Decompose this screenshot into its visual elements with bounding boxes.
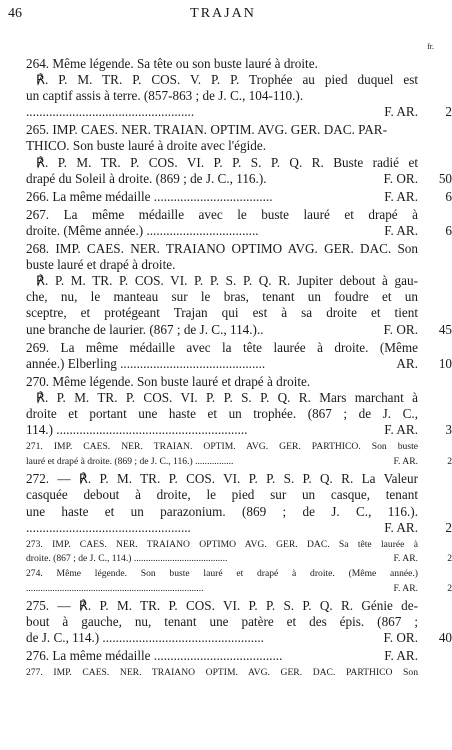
price-value: 2 [445,519,452,535]
rarity-metal-mark: F. AR. [390,455,418,470]
entry-line [26,648,418,664]
entry-text: 265. IMP. CAES. NER. TRAIAN. OPTIM. AVG. GER. DAC. PAR- [26,122,387,138]
entry-text: .................................................. [26,519,191,535]
running-title: TRAJAN [190,6,256,21]
price-value: 45 [438,321,452,337]
entry-line [26,390,418,406]
rarity-metal-mark: F. AR. [381,189,418,205]
rarity-metal-mark: F. AR. [381,520,418,536]
entry-text: 266. La même médaille .................................... [26,188,273,204]
entry-line [26,241,418,257]
entry-line [26,630,452,646]
entry-text: ℟. P. M. TR. P. COS. V. P. P. Trophée au pied duquel est [36,72,418,88]
entry-text: 270. Même légende. Son buste lauré et drapé à droite. [26,373,311,389]
price-value: 2 [447,582,452,594]
entry-line [26,355,452,372]
entry-text: ℟. P. M. TR. P. COS. VI. P. P. S. P. Q. R. Mars marchant à [36,389,418,405]
entry-text: droite. (Même année.) .................................. [26,222,259,238]
entry-text: casquée debout à droite, le pied sur un casque, tenant [26,487,418,503]
rarity-metal-mark: F. OR. [381,171,419,187]
entry-line [26,289,418,305]
price-value: 2 [447,455,452,467]
entry-line [26,138,418,154]
entry-line [26,88,418,104]
entry-line [26,666,418,681]
entry-text: une haste et un parazonium. (869 ; de J. C., 116.). [26,503,418,519]
entry-line [26,321,452,338]
entry-line [26,207,418,223]
entry-text: buste lauré et drapé à droite. [26,257,176,273]
entry-text: .......................................................................... [26,582,204,594]
entry-text: 277. IMP. CAES. NER. TRAIANO OPTIM. AVG. GER. DAC. PARTHICO Son [26,667,418,679]
entry-text: 267. La même médaille avec le buste lauré et drapé à [26,206,418,222]
entry-text: bout à gauche, nu, tenant une patère et des épis. (867 ; [26,614,418,630]
entry-line [26,614,418,630]
entry-text: droite et portant une haste et un trophée. (867 ; de J. C., [26,405,418,421]
entry-text: che, nu, le manteau sur le bras, tenant un foudre et un [26,289,418,305]
catalogue-entries [26,56,452,681]
entry-line [26,257,418,273]
entry-text: 275. — ℟. P. M. TR. P. COS. VI. P. P. S. P. Q. R. Génie de- [26,598,418,614]
entry-line [26,487,418,503]
entry-line [26,582,452,597]
entry-text: 114.) .......................................................... [26,422,248,438]
entry-text: ................................................... [26,104,195,120]
entry-text: 268. IMP. CAES. NER. TRAIANO OPTIMO AVG. GER. DAC. Son [26,241,418,257]
entry-line [26,552,452,567]
entry-text: sceptre, et protégeant Trajan qui est à sa droite et tient [26,305,418,321]
entry-line [26,519,452,536]
entry-line [26,273,418,289]
price-value: 2 [445,104,452,120]
rarity-metal-mark: F. AR. [390,552,418,567]
rarity-metal-mark: F. OR. [381,630,419,646]
entry-text: un captif assis à terre. (857-863 ; de J. C., 104-110.). [26,88,304,104]
rarity-metal-mark: F. OR. [381,322,419,338]
price-value: 10 [438,355,452,371]
entry-text: droite. (867 ; de J. C., 114.) ....................................... [26,553,228,565]
entry-line [26,122,418,138]
entry-line [26,567,418,582]
rarity-metal-mark: F. AR. [381,223,418,239]
entry-line [26,374,418,390]
entry-text: une branche de laurier. (867 ; de J. C., 114.).. [26,321,264,337]
entry-line [26,440,418,455]
entry-line [26,155,418,171]
entry-text: drapé du Soleil à droite. (869 ; de J. C., 116.). [26,170,267,186]
rarity-metal-mark: F. AR. [390,582,418,597]
entry-text: lauré et drapé à droite. (869 ; de J. C., 116.) ................ [26,455,234,467]
entry-text: 272. — ℟. P. M. TR. P. COS. VI. P. P. S. P. Q. R. La Valeur [26,471,418,487]
entry-line [26,340,418,356]
entry-line [26,422,452,438]
entry-line [26,222,452,239]
price-value: 50 [438,170,452,186]
price-value: 6 [445,188,452,204]
entry-text: de J. C., 114.) ................................................. [26,630,264,646]
entry-line [26,598,418,614]
entry-line [26,504,418,520]
rarity-metal-mark: F. AR. [381,648,418,664]
price-value: 2 [447,553,452,565]
page-number: 46 [8,6,22,21]
entry-text: 274. Même légende. Son buste lauré et drapé à droite. (Même année.) [26,567,418,579]
entry-text: ℟. P. M. TR. P. COS. VI. P. P. S. P. Q. R. Buste radié et [36,154,418,170]
entry-line [26,406,418,422]
price-value: 3 [445,422,452,438]
entry-text: ℟. P. M. TR. P. COS. VI. P. P. S. P. Q. R. Jupiter debout à gau- [36,273,418,289]
entry-line [26,188,452,205]
entry-text: THICO. Son buste lauré à droite avec l'égide. [26,138,267,154]
rarity-metal-mark: F. AR. [381,422,418,438]
price-unit-label: fr. [427,42,434,51]
entry-line [26,538,418,553]
entry-line [26,455,452,470]
price-value: 6 [445,222,452,238]
entry-line [26,104,452,120]
entry-text: 269. La même médaille avec la tête laurée à droite. (Même [26,339,418,355]
rarity-metal-mark: AR. [393,356,418,372]
entry-text: 271. IMP. CAES. NER. TRAIAN. OPTIM. AVG. GER. PARTHICO. Son buste [26,441,418,453]
entry-text: 264. Même légende. Sa tête ou son buste lauré à droite. [26,56,318,71]
rarity-metal-mark: F. AR. [381,104,418,120]
entry-line [26,72,418,88]
price-value: 40 [438,630,452,646]
entry-line [26,471,418,487]
entry-text: année.) Elberling ............................................ [26,355,266,371]
entry-line [26,56,418,72]
entry-line [26,170,452,187]
entry-text: 273. IMP. CAES. NER. TRAIANO OPTIMO AVG. GER. DAC. Sa tête laurée à [26,538,418,550]
entry-text: 276. La même médaille ....................................... [26,648,283,664]
entry-line [26,305,418,321]
